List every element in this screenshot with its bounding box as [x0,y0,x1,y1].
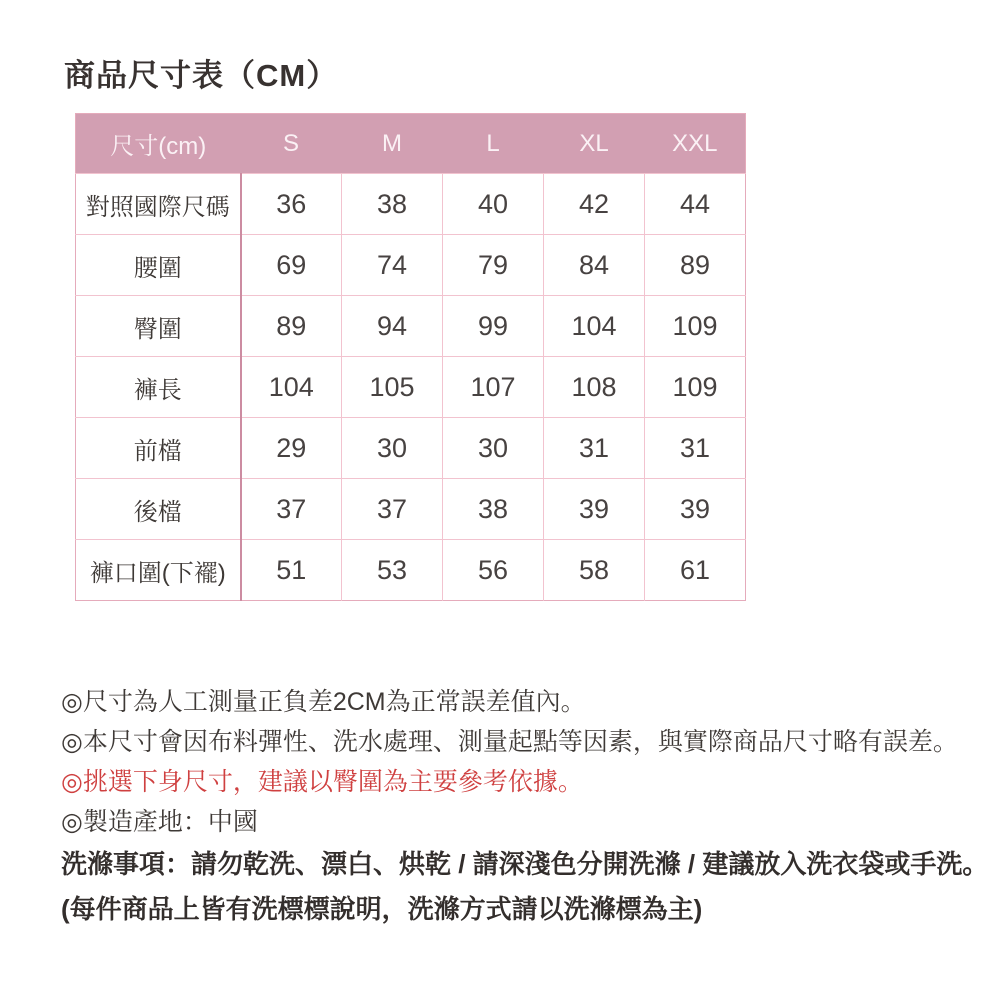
size-value-cell: 38 [443,479,544,540]
row-label: 腰圍 [76,235,241,296]
size-value-cell: 36 [241,174,342,235]
size-value-cell: 37 [241,479,342,540]
size-value-cell: 39 [544,479,645,540]
size-value-cell: 109 [645,357,746,418]
size-value-cell: 31 [645,418,746,479]
table-row [76,296,746,357]
size-value-cell: 105 [342,357,443,418]
size-value-cell: 99 [443,296,544,357]
size-value-cell: 104 [544,296,645,357]
header-cell-size-l: L [443,114,544,174]
size-table-header [76,114,746,174]
table-row [76,479,746,540]
size-value-cell: 109 [645,296,746,357]
row-label: 對照國際尺碼 [76,174,241,235]
row-label: 褲長 [76,357,241,418]
size-table-body [76,174,746,601]
table-row [76,540,746,601]
header-row [76,114,746,174]
size-table [75,113,746,601]
header-cell-size-s: S [241,114,342,174]
note-measure-tolerance: ◎尺寸為人工測量正負差2CM為正常誤差值內。 [61,688,586,716]
header-cell-size-xl: XL [544,114,645,174]
note-washing-instructions: 洗滌事項：請勿乾洗、漂白、烘乾 / 請深淺色分開洗滌 / 建議放入洗衣袋或手洗。 [61,849,989,879]
table-row [76,418,746,479]
table-row [76,357,746,418]
size-value-cell: 58 [544,540,645,601]
row-label: 前檔 [76,418,241,479]
note-fabric-variance: ◎本尺寸會因布料彈性、洗水處理、測量起點等因素，與實際商品尺寸略有誤差。 [61,728,958,756]
header-cell-size-xxl: XXL [645,114,746,174]
size-value-cell: 107 [443,357,544,418]
row-label: 臀圍 [76,296,241,357]
size-value-cell: 30 [342,418,443,479]
size-value-cell: 38 [342,174,443,235]
page-title: 商品尺寸表（CM） [64,58,339,93]
size-value-cell: 108 [544,357,645,418]
size-value-cell: 69 [241,235,342,296]
note-origin: ◎製造產地：中國 [61,808,258,836]
size-value-cell: 89 [241,296,342,357]
size-value-cell: 89 [645,235,746,296]
size-value-cell: 40 [443,174,544,235]
size-value-cell: 61 [645,540,746,601]
table-row [76,174,746,235]
size-value-cell: 53 [342,540,443,601]
size-value-cell: 84 [544,235,645,296]
size-value-cell: 30 [443,418,544,479]
header-cell-size-m: M [342,114,443,174]
notes-section [61,682,989,932]
size-value-cell: 104 [241,357,342,418]
row-label: 後檔 [76,479,241,540]
note-care-label: (每件商品上皆有洗標標說明，洗滌方式請以洗滌標為主) [61,894,703,924]
size-value-cell: 37 [342,479,443,540]
size-value-cell: 51 [241,540,342,601]
size-value-cell: 74 [342,235,443,296]
size-value-cell: 56 [443,540,544,601]
size-value-cell: 39 [645,479,746,540]
header-cell-measure: 尺寸(cm) [76,114,241,174]
size-value-cell: 44 [645,174,746,235]
size-value-cell: 94 [342,296,443,357]
size-value-cell: 79 [443,235,544,296]
size-value-cell: 29 [241,418,342,479]
table-row [76,235,746,296]
size-value-cell: 31 [544,418,645,479]
note-hip-reference: ◎挑選下身尺寸，建議以臀圍為主要參考依據。 [61,768,583,796]
row-label: 褲口圍(下襬) [76,540,241,601]
size-value-cell: 42 [544,174,645,235]
